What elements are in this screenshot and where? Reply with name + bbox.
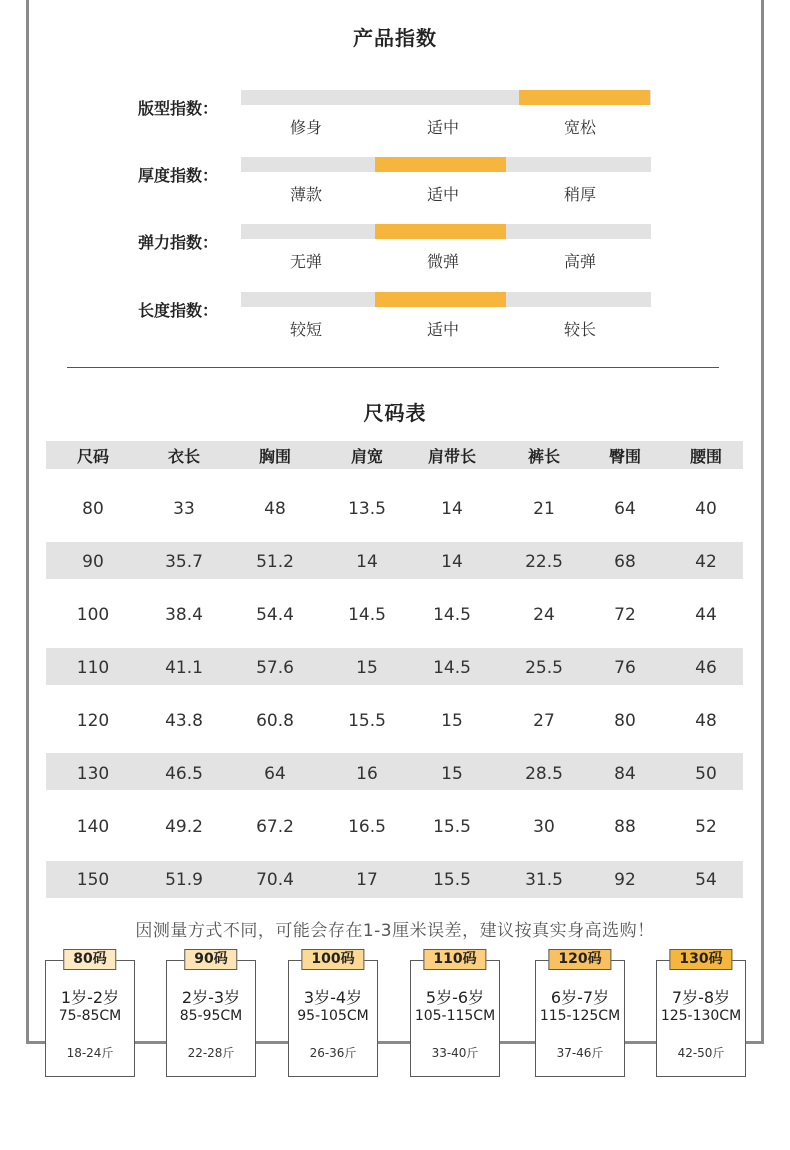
table-cell: 54 [695, 869, 717, 890]
size-card [288, 951, 378, 1077]
table-cell: 54.4 [256, 604, 294, 625]
table-cell: 92 [614, 869, 636, 890]
column-header: 腰围 [689, 446, 723, 466]
index-row-fit [0, 90, 790, 150]
section-divider [67, 367, 719, 368]
index-label: 厚度指数： [138, 166, 219, 185]
table-cell: 42 [695, 551, 717, 572]
table-cell: 21 [533, 498, 555, 519]
size-tag: 100码 [301, 949, 364, 970]
column-header: 肩带长 [427, 446, 477, 466]
table-cell: 24 [533, 604, 555, 625]
table-row [46, 747, 743, 800]
index-option: 修身 [289, 118, 322, 137]
table-cell: 15.5 [433, 816, 471, 837]
table-cell: 14.5 [433, 657, 471, 678]
table-cell: 80 [614, 710, 636, 731]
column-header: 尺码 [76, 446, 110, 466]
table-cell: 43.8 [165, 710, 203, 731]
table-cell: 48 [695, 710, 717, 731]
index-row-thickness [0, 157, 790, 217]
table-cell: 140 [76, 816, 110, 837]
column-header: 臀围 [608, 446, 642, 466]
table-row [46, 641, 743, 694]
index-option: 适中 [426, 185, 459, 204]
table-cell: 68 [614, 551, 636, 572]
index-option: 适中 [426, 118, 459, 137]
table-cell: 80 [82, 498, 104, 519]
table-cell: 14.5 [348, 604, 386, 625]
table-cell: 27 [533, 710, 555, 731]
table-cell: 35.7 [165, 551, 203, 572]
index-label: 版型指数： [138, 99, 219, 118]
table-cell: 14 [441, 498, 463, 519]
size-tag: 130码 [669, 949, 732, 970]
table-cell: 16.5 [348, 816, 386, 837]
table-cell: 14.5 [433, 604, 471, 625]
table-cell: 30 [533, 816, 555, 837]
table-header [46, 441, 743, 469]
table-cell: 110 [76, 657, 110, 678]
table-cell: 14 [441, 551, 463, 572]
size-tag: 120码 [548, 949, 611, 970]
table-row [46, 853, 743, 906]
table-cell: 52 [695, 816, 717, 837]
table-cell: 15.5 [348, 710, 386, 731]
table-cell: 60.8 [256, 710, 294, 731]
height-range: 125-130CM [660, 1008, 742, 1024]
index-option: 高弹 [563, 252, 596, 271]
height-range: 85-95CM [179, 1008, 243, 1024]
table-cell: 90 [82, 551, 104, 572]
table-row [46, 482, 743, 535]
index-option: 较短 [289, 320, 322, 339]
table-cell: 15 [441, 710, 463, 731]
table-cell: 130 [76, 763, 110, 784]
table-cell: 14 [356, 551, 378, 572]
table-cell: 88 [614, 816, 636, 837]
age-range: 7岁-8岁 [671, 988, 731, 1007]
weight-range: 26-36斤 [309, 1046, 357, 1060]
size-card [535, 951, 625, 1077]
table-cell: 31.5 [525, 869, 563, 890]
table-cell: 100 [76, 604, 110, 625]
table-row [46, 800, 743, 853]
frame-bottom-border [26, 1041, 764, 1044]
index-option: 薄款 [289, 185, 322, 204]
table-cell: 120 [76, 710, 110, 731]
table-cell: 33 [173, 498, 195, 519]
column-header: 裤长 [527, 446, 561, 466]
size-table [46, 441, 743, 890]
table-cell: 15.5 [433, 869, 471, 890]
table-cell: 46.5 [165, 763, 203, 784]
index-indicator [519, 90, 650, 105]
table-cell: 48 [264, 498, 286, 519]
size-table-title: 尺码表 [363, 401, 427, 425]
height-range: 105-115CM [414, 1008, 496, 1024]
table-cell: 67.2 [256, 816, 294, 837]
height-range: 95-105CM [297, 1008, 369, 1024]
index-track [241, 90, 651, 105]
height-range: 75-85CM [58, 1008, 122, 1024]
table-cell: 28.5 [525, 763, 563, 784]
weight-range: 37-46斤 [556, 1046, 604, 1060]
size-tag: 80码 [63, 949, 116, 970]
table-cell: 15 [356, 657, 378, 678]
column-header: 衣长 [167, 446, 201, 466]
height-range: 115-125CM [539, 1008, 621, 1024]
column-header: 胸围 [258, 446, 292, 466]
table-row [46, 694, 743, 747]
table-cell: 22.5 [525, 551, 563, 572]
table-cell: 64 [264, 763, 286, 784]
table-row [46, 588, 743, 641]
index-track [241, 157, 651, 172]
size-tag: 110码 [423, 949, 486, 970]
table-cell: 70.4 [256, 869, 294, 890]
index-indicator [375, 224, 506, 239]
column-header: 肩宽 [350, 446, 384, 466]
age-range: 6岁-7岁 [550, 988, 610, 1007]
size-card [166, 951, 256, 1077]
table-cell: 44 [695, 604, 717, 625]
index-option: 宽松 [563, 118, 596, 137]
weight-range: 18-24斤 [66, 1046, 114, 1060]
table-cell: 50 [695, 763, 717, 784]
table-cell: 72 [614, 604, 636, 625]
index-indicator [375, 292, 506, 307]
table-cell: 49.2 [165, 816, 203, 837]
size-card [656, 951, 746, 1077]
table-cell: 51.9 [165, 869, 203, 890]
table-cell: 51.2 [256, 551, 294, 572]
size-card [45, 951, 135, 1077]
age-range: 3岁-4岁 [303, 988, 363, 1007]
index-option: 适中 [426, 320, 459, 339]
table-cell: 46 [695, 657, 717, 678]
product-index-title: 产品指数 [353, 26, 437, 50]
weight-range: 22-28斤 [187, 1046, 235, 1060]
index-option: 较长 [563, 320, 596, 339]
table-cell: 150 [76, 869, 110, 890]
age-range: 5岁-6岁 [425, 988, 485, 1007]
table-cell: 15 [441, 763, 463, 784]
weight-range: 33-40斤 [431, 1046, 479, 1060]
index-option: 微弹 [426, 252, 459, 271]
index-option: 无弹 [289, 252, 322, 271]
table-cell: 40 [695, 498, 717, 519]
table-cell: 64 [614, 498, 636, 519]
index-indicator [375, 157, 506, 172]
measurement-note: 因测量方式不同，可能会存在1-3厘米误差，建议按真实身高选购！ [135, 921, 655, 941]
index-row-elasticity [0, 224, 790, 284]
table-cell: 41.1 [165, 657, 203, 678]
index-label: 长度指数： [138, 301, 219, 320]
table-cell: 38.4 [165, 604, 203, 625]
size-card [410, 951, 500, 1077]
table-cell: 13.5 [348, 498, 386, 519]
index-option: 稍厚 [563, 185, 596, 204]
age-range: 1岁-2岁 [60, 988, 120, 1007]
table-cell: 17 [356, 869, 378, 890]
size-tag: 90码 [184, 949, 237, 970]
table-cell: 25.5 [525, 657, 563, 678]
table-cell: 84 [614, 763, 636, 784]
index-label: 弹力指数： [138, 233, 219, 252]
table-cell: 16 [356, 763, 378, 784]
index-row-length [0, 292, 790, 352]
table-cell: 57.6 [256, 657, 294, 678]
index-track [241, 292, 651, 307]
table-row [46, 535, 743, 588]
age-range: 2岁-3岁 [181, 988, 241, 1007]
index-track [241, 224, 651, 239]
weight-range: 42-50斤 [677, 1046, 725, 1060]
table-cell: 76 [614, 657, 636, 678]
